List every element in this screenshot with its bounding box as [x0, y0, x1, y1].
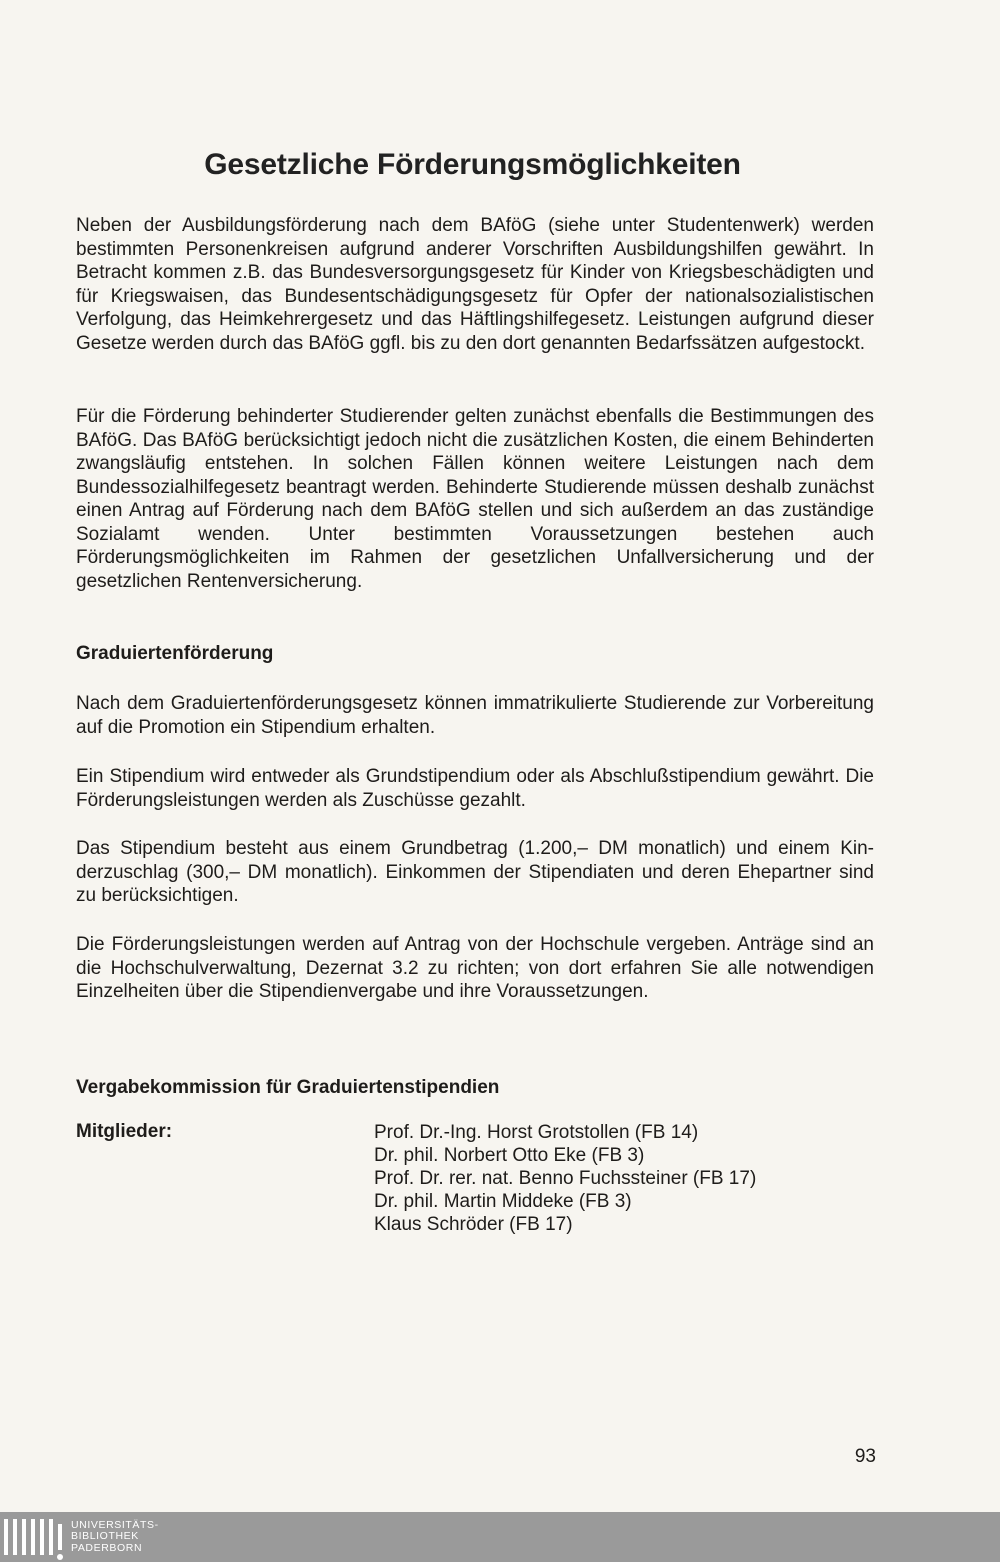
members-label: Mitglieder: — [76, 1121, 173, 1142]
logo-line: UNIVERSITÄTS- — [71, 1518, 159, 1531]
page-title: Gesetzliche Förderungsmöglichkeiten — [204, 148, 741, 182]
paragraph-behinderte: Für die Förderung behinderter Studierender gelten zunächst ebenfalls die Bestimmungen des BAföG. Das BAföG berücksichtigt jedoch nicht die zusätzlichen Kosten, die einem Behinderten zwangsläufig entstehen. In solchen Fällen können weitere Leistungen nach dem Bundessozialhilfegesetz beantragt werden. Behinderte Studierende müssen deshalb zunächst einen Antrag auf Förderung nach dem BAföG stellen und sich außerdem an das zuständige Sozialamt wenden. Unter bestimmten Voraussetzungen bestehen auch Förderungsmöglichkeiten im Rahmen der gesetzlichen Unfallversicherung und der gesetzlichen Rentenversicherung. — [76, 406, 874, 592]
member-item: Klaus Schröder (FB 17) — [374, 1214, 573, 1235]
paragraph-graduierten-1: Nach dem Graduiertenförderungsgesetz können immatrikulierte Studierende zur Vorbereitung auf die Promotion ein Stipendium erhalten. — [76, 693, 874, 738]
member-item: Prof. Dr. rer. nat. Benno Fuchssteiner (FB 17) — [374, 1168, 757, 1189]
paragraph-graduierten-2: Ein Stipendium wird entweder als Grundstipendium oder als Abschlußstipendium gewährt. Die Förderungsleistungen werden als Zuschüsse gezahlt. — [76, 766, 874, 811]
section-heading-graduiertenfoerderung: Graduiertenförderung — [76, 643, 274, 664]
page-number: 93 — [854, 1446, 876, 1467]
footer-bar — [0, 1512, 1000, 1562]
library-logo-icon — [4, 1517, 67, 1557]
member-item: Dr. phil. Norbert Otto Eke (FB 3) — [374, 1145, 645, 1166]
member-item: Prof. Dr.-Ing. Horst Grotstollen (FB 14) — [374, 1122, 699, 1143]
logo-line: PADERBORN — [71, 1541, 143, 1554]
logo-line: BIBLIOTHEK — [71, 1530, 139, 1543]
member-item: Dr. phil. Martin Middeke (FB 3) — [374, 1191, 632, 1212]
library-logo-text — [71, 1520, 159, 1555]
paragraph-graduierten-3: Das Stipendium besteht aus einem Grundbetrag (1.200,– DM monatlich) und einem Kinderzuschlag (300,– DM monatlich). Einkommen der Stipendiaten und deren Ehepartner sind zu berücksichtigen. — [76, 838, 874, 906]
section-heading-vergabekommission: Vergabekommission für Graduiertenstipendien — [76, 1077, 500, 1098]
paragraph-intro: Neben der Ausbildungsförderung nach dem BAföG (siehe unter Studentenwerk) werden bestimmten Personenkreisen aufgrund anderer Vorschriften Ausbildungshilfen gewährt. In Betracht kommen z.B. das Bundesversorgungsgesetz für Kinder von Kriegsbeschädigten und für Kriegswaisen, das Bundesentschädigungsgesetz für Opfer der nationalsozialistischen Verfolgung, das Heimkehrergesetz und das Häftlingshilfegesetz. Leistungen aufgrund dieser Gesetze werden durch das BAföG ggfl. bis zu den dort genannten Bedarfssätzen aufgestockt. — [76, 215, 874, 354]
members-list — [374, 1121, 756, 1236]
paragraph-graduierten-4: Die Förderungsleistungen werden auf Antrag von der Hochschule vergeben. Anträge sind an die Hochschulverwaltung, Dezernat 3.2 zu richten; von dort erfahren Sie alle notwendigen Einzelheiten über die Stipendienvergabe und ihre Voraussetzungen. — [76, 934, 874, 1002]
